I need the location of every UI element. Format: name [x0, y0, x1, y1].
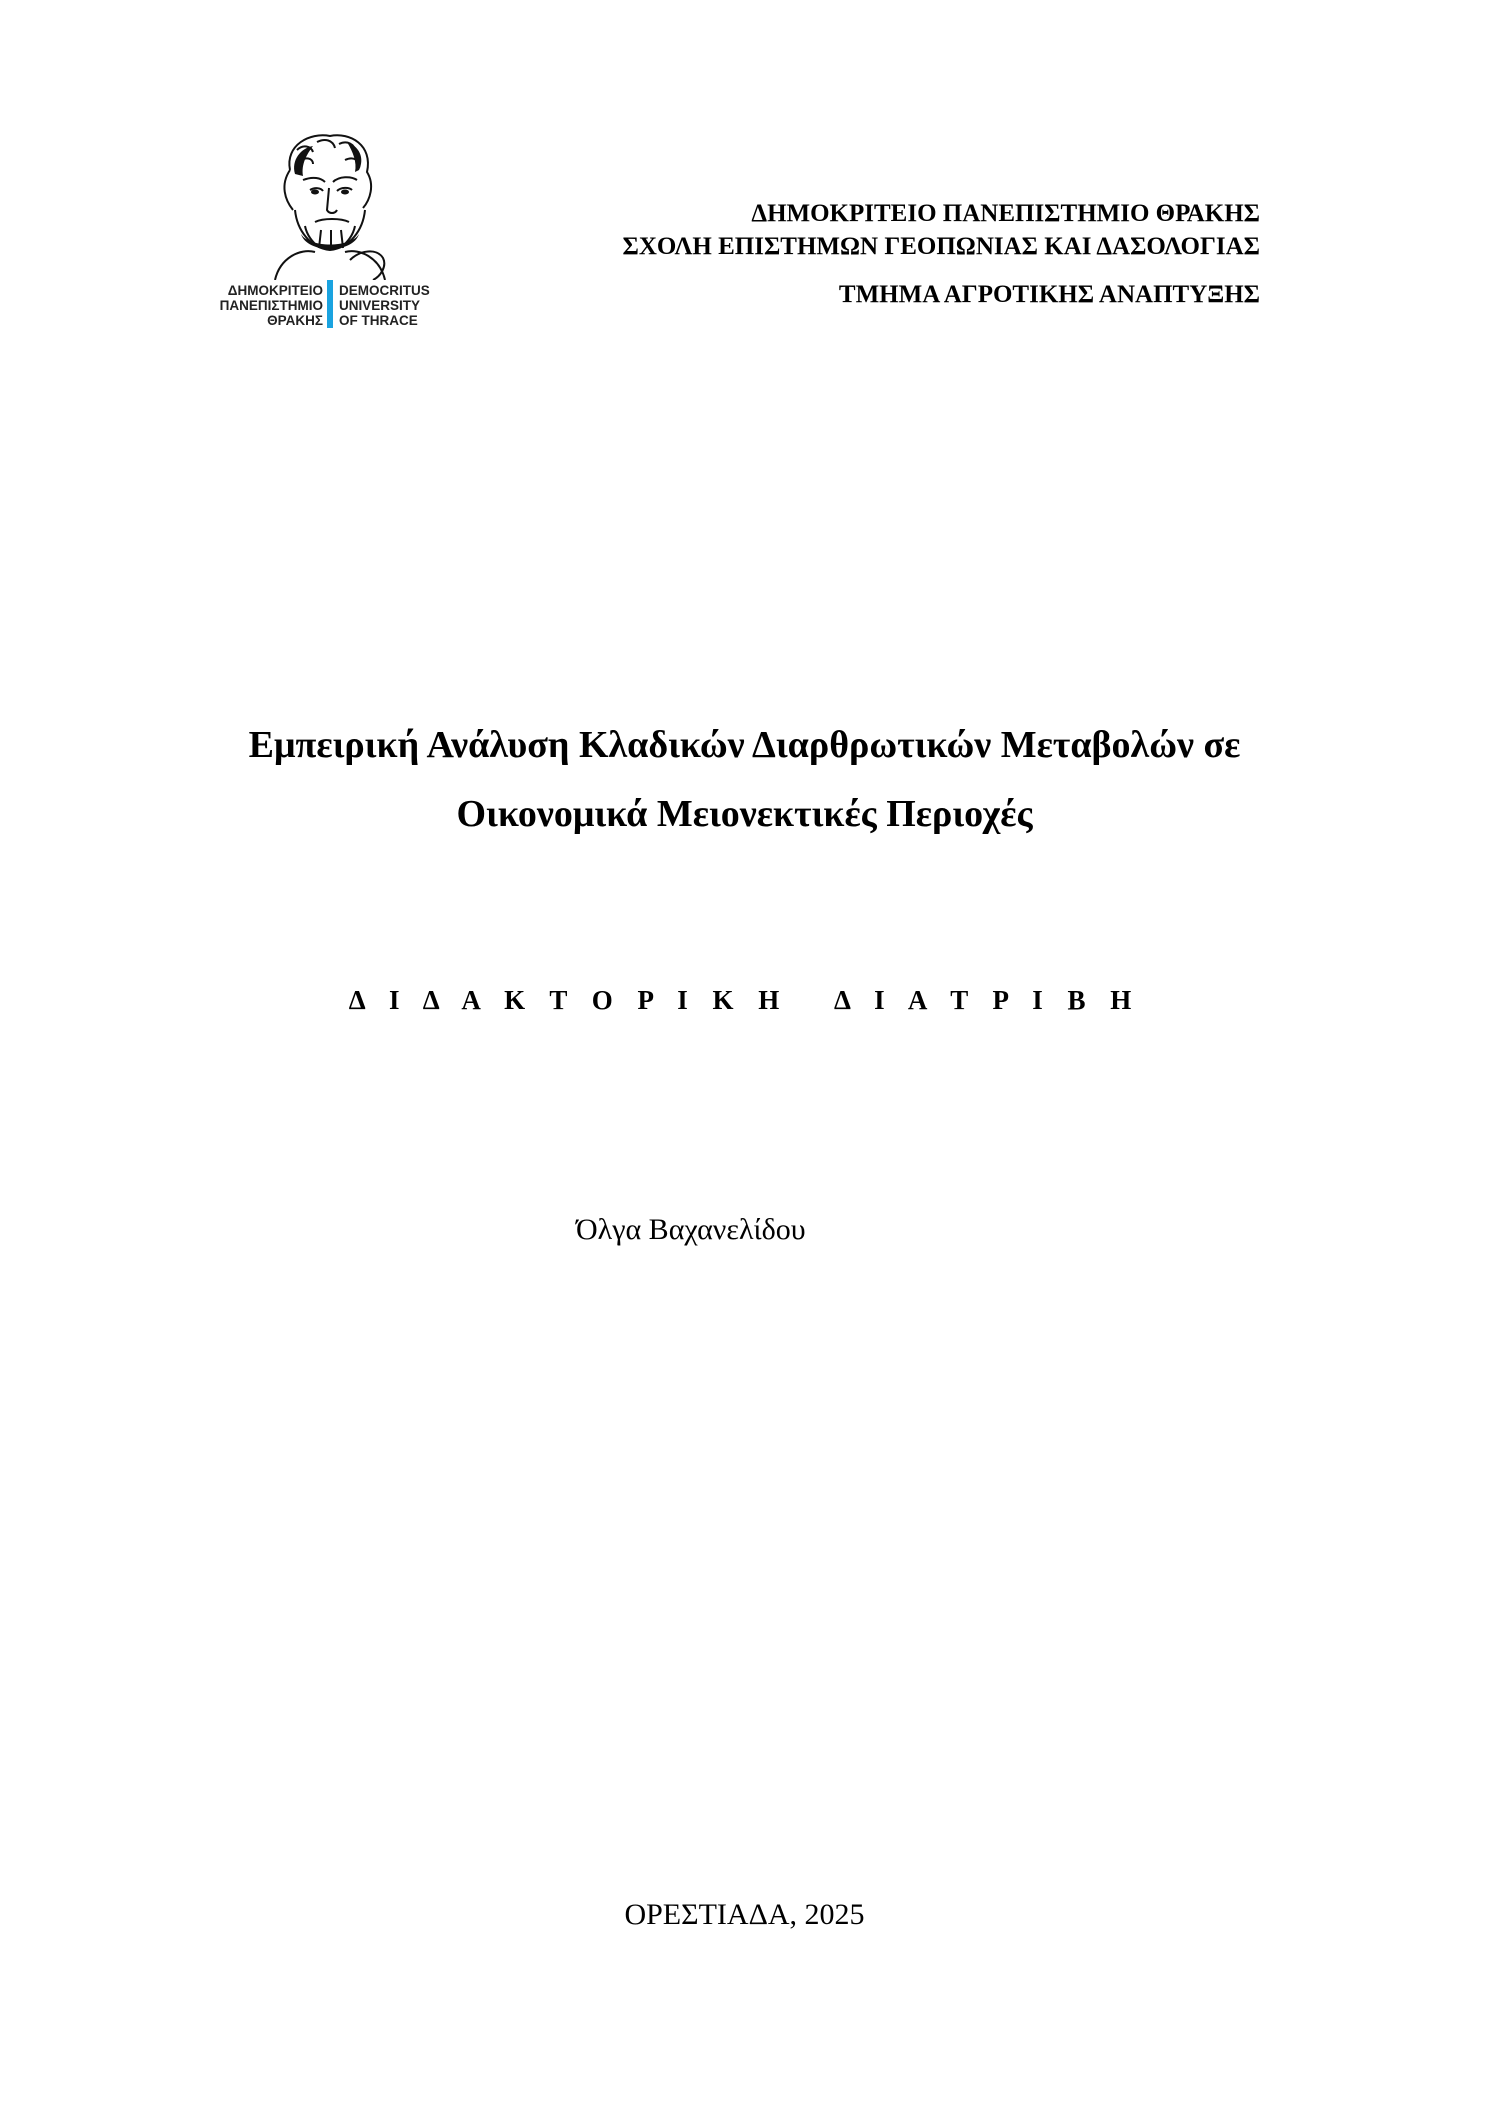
logo-name-english-line: DEMOCRITUS: [339, 283, 430, 298]
thesis-title-line-1: Εμπειρική Ανάλυση Κλαδικών Διαρθρωτικών Μεταβολών σε: [248, 724, 1241, 766]
logo-name-english-line: UNIVERSITY: [339, 298, 421, 313]
thesis-title-line-2: Οικονομικά Μειονεκτικές Περιοχές: [456, 793, 1033, 835]
logo-name-english: [339, 283, 449, 328]
department-name: ΤΜΗΜΑ ΑΓΡΟΤΙΚΗΣ ΑΝΑΠΤΥΞΗΣ: [838, 281, 1260, 308]
democritus-portrait-icon: [255, 130, 395, 280]
logo-name-greek: [205, 283, 323, 328]
logo-name-english-line: OF THRACE: [339, 313, 418, 328]
logo-name-greek-line: ΘΡΑΚΗΣ: [267, 313, 323, 328]
university-logo: [205, 130, 445, 345]
university-name: ΔΗΜΟΚΡΙΤΕΙΟ ΠΑΝΕΠΙΣΤΗΜΙΟ ΘΡΑΚΗΣ: [751, 200, 1260, 227]
author-name: Όλγα Βαχανελίδου: [576, 1213, 806, 1246]
place-and-year: ΟΡΕΣΤΙΑΔΑ, 2025: [624, 1898, 865, 1931]
logo-name-greek-line: ΔΗΜΟΚΡΙΤΕΙΟ: [227, 283, 323, 298]
school-name: ΣΧΟΛΗ ΕΠΙΣΤΗΜΩΝ ΓΕΟΠΩΝΙΑΣ ΚΑΙ ΔΑΣΟΛΟΓΙΑΣ: [622, 233, 1260, 260]
logo-accent-bar: [327, 280, 333, 328]
logo-name-greek-line: ΠΑΝΕΠΙΣΤΗΜΙΟ: [219, 298, 323, 313]
document-type: Δ Ι Δ Α Κ Τ Ο Ρ Ι Κ Η Δ Ι Α Τ Ρ Ι Β Η: [348, 985, 1141, 1015]
